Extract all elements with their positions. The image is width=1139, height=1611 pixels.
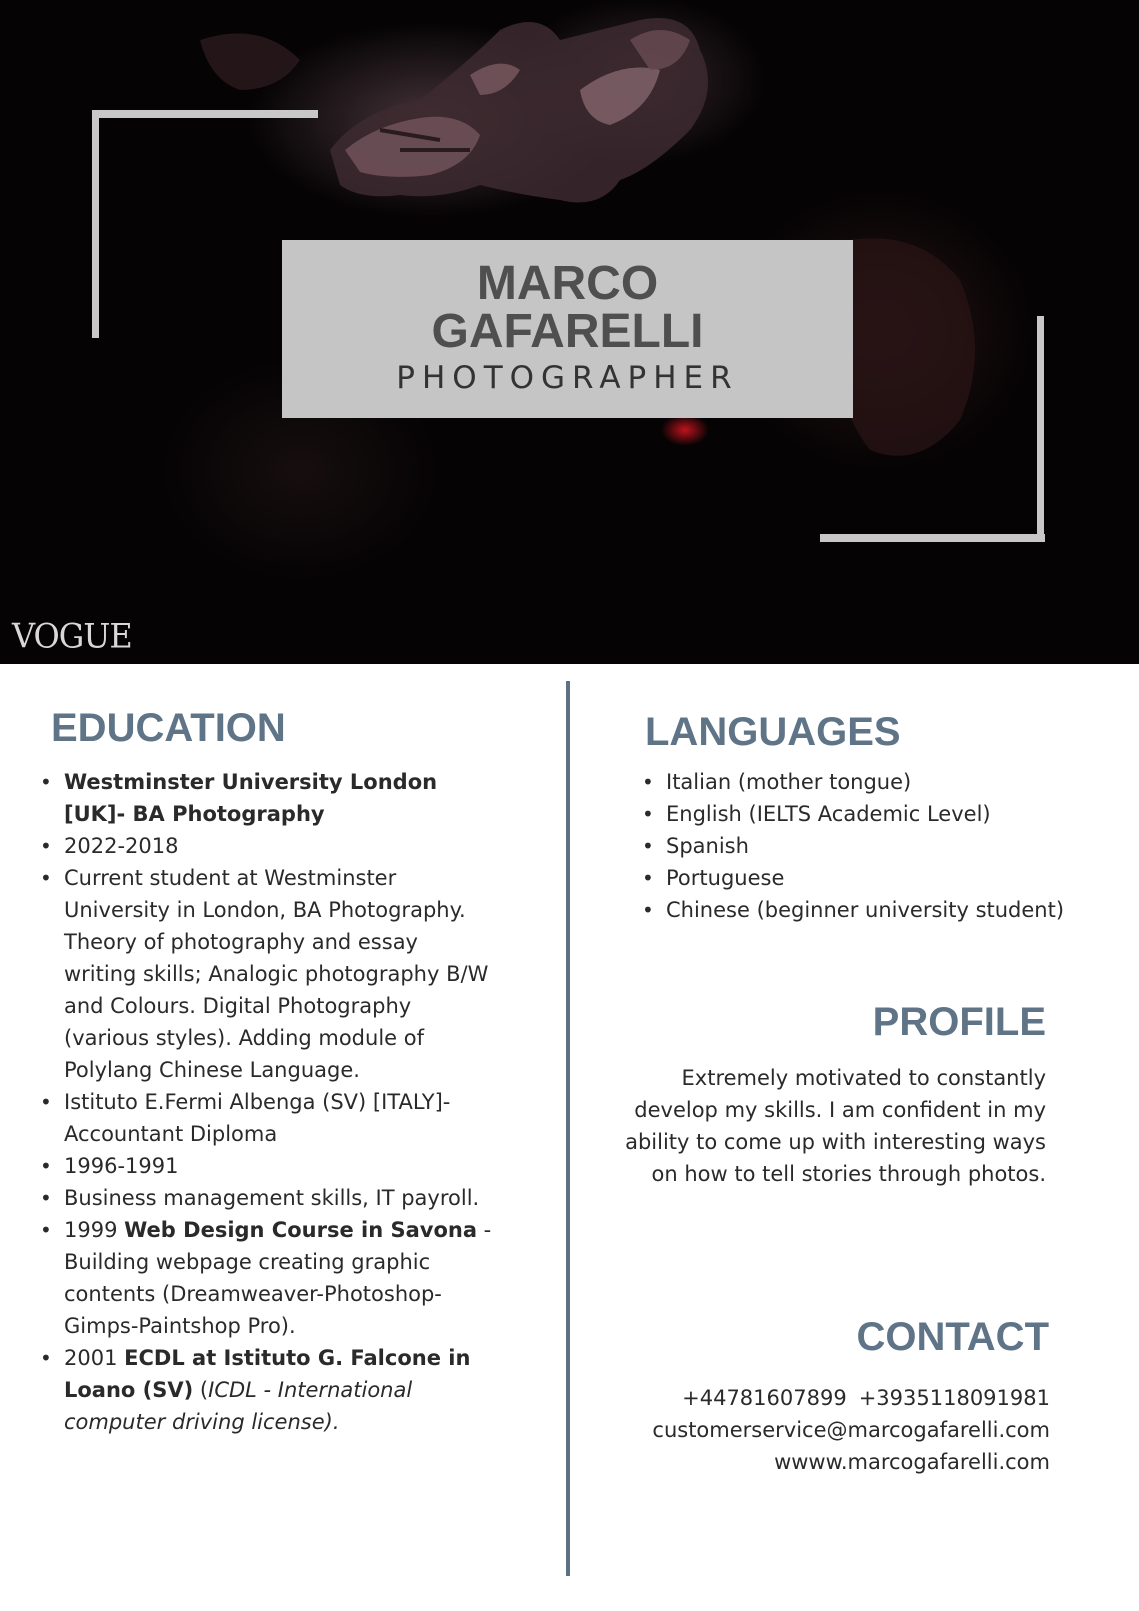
language-item: • English (IELTS Academic Level): [642, 798, 1082, 830]
education-item-text: 2022-2018: [64, 834, 179, 858]
languages-heading: LANGUAGES: [645, 710, 901, 754]
column-divider: [566, 681, 570, 1576]
education-item-title: Web Design Course in Savona: [124, 1218, 477, 1242]
phone-uk[interactable]: +44781607899: [682, 1386, 847, 1410]
education-item: [40, 1086, 495, 1150]
languages-list: [642, 766, 1082, 926]
hero-photo: [0, 0, 1139, 664]
education-item-text: 1996-1991: [64, 1154, 179, 1178]
education-item-paren: (: [193, 1378, 209, 1402]
frame-bracket-top-left-vertical: [92, 110, 99, 338]
education-item: [40, 1214, 495, 1342]
phone-it[interactable]: +3935118091981: [858, 1386, 1050, 1410]
phone-numbers: [590, 1382, 1050, 1414]
education-list: [40, 766, 495, 1438]
education-item: [40, 862, 495, 1086]
education-heading: EDUCATION: [51, 706, 286, 750]
education-item-title: ECDL at Istituto G. Falcone in Loano (SV): [64, 1346, 471, 1402]
education-item: [40, 766, 495, 830]
contact-block: [590, 1382, 1050, 1478]
education-item: [40, 1342, 495, 1438]
language-item: • Italian (mother tongue): [642, 766, 1082, 798]
frame-bracket-bottom-right: [820, 534, 1045, 542]
vogue-logo: VOGUE: [12, 616, 132, 656]
frame-bracket-top-left: [92, 110, 318, 118]
education-item-year: 2001: [64, 1346, 118, 1370]
contact-heading: CONTACT: [856, 1315, 1049, 1359]
education-item: [40, 1182, 495, 1214]
education-item: [40, 1150, 495, 1182]
name-line-1: MARCO: [476, 257, 659, 310]
education-item-text: Current student at Westminster University in London, BA Photography. Theory of photography and essay writing skills; Analogic photography B/W and Colours. Digital Photography (various styles). Adding module of Polylang Chinese Language.: [64, 866, 489, 1082]
language-item: • Portuguese: [642, 862, 1082, 894]
role-title: PHOTOGRAPHER: [396, 360, 739, 396]
education-item: [40, 830, 495, 862]
profile-text: Extremely motivated to constantly develop my skills. I am confident in my ability to come up with interesting ways on how to tell stories through photos.: [625, 1066, 1046, 1186]
language-item: • Chinese (beginner university student): [642, 894, 1082, 926]
name-line-2: GAFARELLI: [431, 305, 704, 358]
education-item-text: Istituto E.Fermi Albenga (SV) [ITALY]-Accountant Diploma: [64, 1090, 451, 1146]
education-item-text: Business management skills, IT payroll.: [64, 1186, 480, 1210]
education-item-year: 1999: [64, 1218, 118, 1242]
website-link[interactable]: wwww.marcogafarelli.com: [774, 1450, 1050, 1474]
email-link[interactable]: customerservice@marcogafarelli.com: [652, 1418, 1050, 1442]
name-title-box: [282, 240, 853, 418]
frame-bracket-bottom-right-vertical: [1037, 316, 1044, 542]
education-item-note: ICDL - International computer driving license).: [64, 1378, 413, 1434]
profile-heading: PROFILE: [872, 1000, 1046, 1044]
education-item-text: - Building webpage creating graphic contents (Dreamweaver-Photoshop-Gimps-Paintshop Pro).: [64, 1218, 492, 1338]
language-item: • Spanish: [642, 830, 1082, 862]
education-item-title: Westminster University London [UK]- BA Photography: [64, 770, 438, 826]
